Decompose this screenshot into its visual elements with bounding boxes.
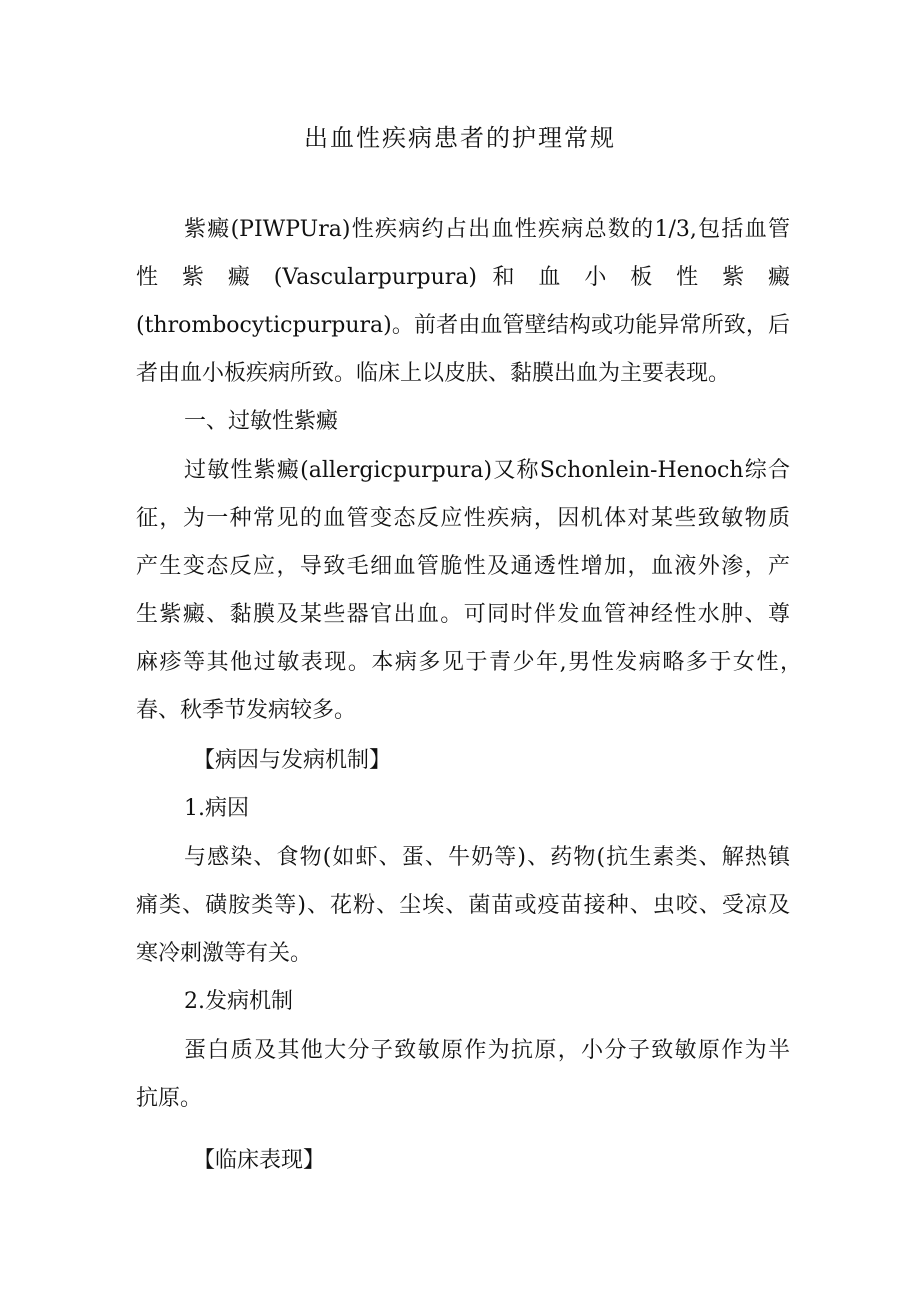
paragraph-line: 征，为一种常见的血管变态反应性疾病，因机体对某些致敏物质 bbox=[136, 506, 790, 531]
paragraph-line: 性 紫 癜 (Vascularpurpura) 和 血 小 板 性 紫 癜 bbox=[136, 265, 790, 290]
document-title: 出血性疾病患者的护理常规 bbox=[304, 124, 616, 152]
paragraph-line: 紫癜(PIWPUra)性疾病约占出血性疾病总数的1/3,包括血管 bbox=[184, 217, 790, 242]
numbered-heading: 2.发病机制 bbox=[184, 989, 293, 1014]
paragraph-line: 痛类、磺胺类等)、花粉、尘埃、菌苗或疫苗接种、虫咬、受凉及 bbox=[136, 893, 790, 918]
paragraph-line: 寒冷刺激等有关。 bbox=[136, 941, 313, 966]
paragraph-line: 抗原。 bbox=[136, 1086, 203, 1111]
paragraph-line: 生紫癜、黏膜及某些器官出血。可同时伴发血管神经性水肿、尊 bbox=[136, 602, 790, 627]
paragraph-line: 春、秋季节发病较多。 bbox=[136, 698, 357, 723]
subsection-heading: 【病因与发病机制】 bbox=[193, 748, 392, 773]
paragraph-line: (thrombocyticpurpura)。前者由血管壁结构或功能异常所致，后 bbox=[136, 313, 790, 338]
section-heading: 一、过敏性紫癜 bbox=[184, 409, 339, 434]
paragraph-line: 产生变态反应，导致毛细血管脆性及通透性增加，血液外渗，产 bbox=[136, 554, 790, 579]
subsection-heading: 【临床表现】 bbox=[193, 1148, 326, 1173]
paragraph-line: 麻疹等其他过敏表现。本病多见于青少年,男性发病略多于女性， bbox=[136, 650, 802, 675]
paragraph-line: 蛋白质及其他大分子致敏原作为抗原，小分子致敏原作为半 bbox=[184, 1038, 790, 1063]
paragraph-line: 者由血小板疾病所致。临床上以皮肤、黏膜出血为主要表现。 bbox=[136, 361, 731, 386]
paragraph-line: 与感染、食物(如虾、蛋、牛奶等)、药物(抗生素类、解热镇 bbox=[184, 845, 790, 870]
paragraph-line: 过敏性紫癜(allergicpurpura)又称Schonlein-Henoch综合 bbox=[184, 458, 790, 483]
numbered-heading: 1.病因 bbox=[184, 796, 249, 821]
